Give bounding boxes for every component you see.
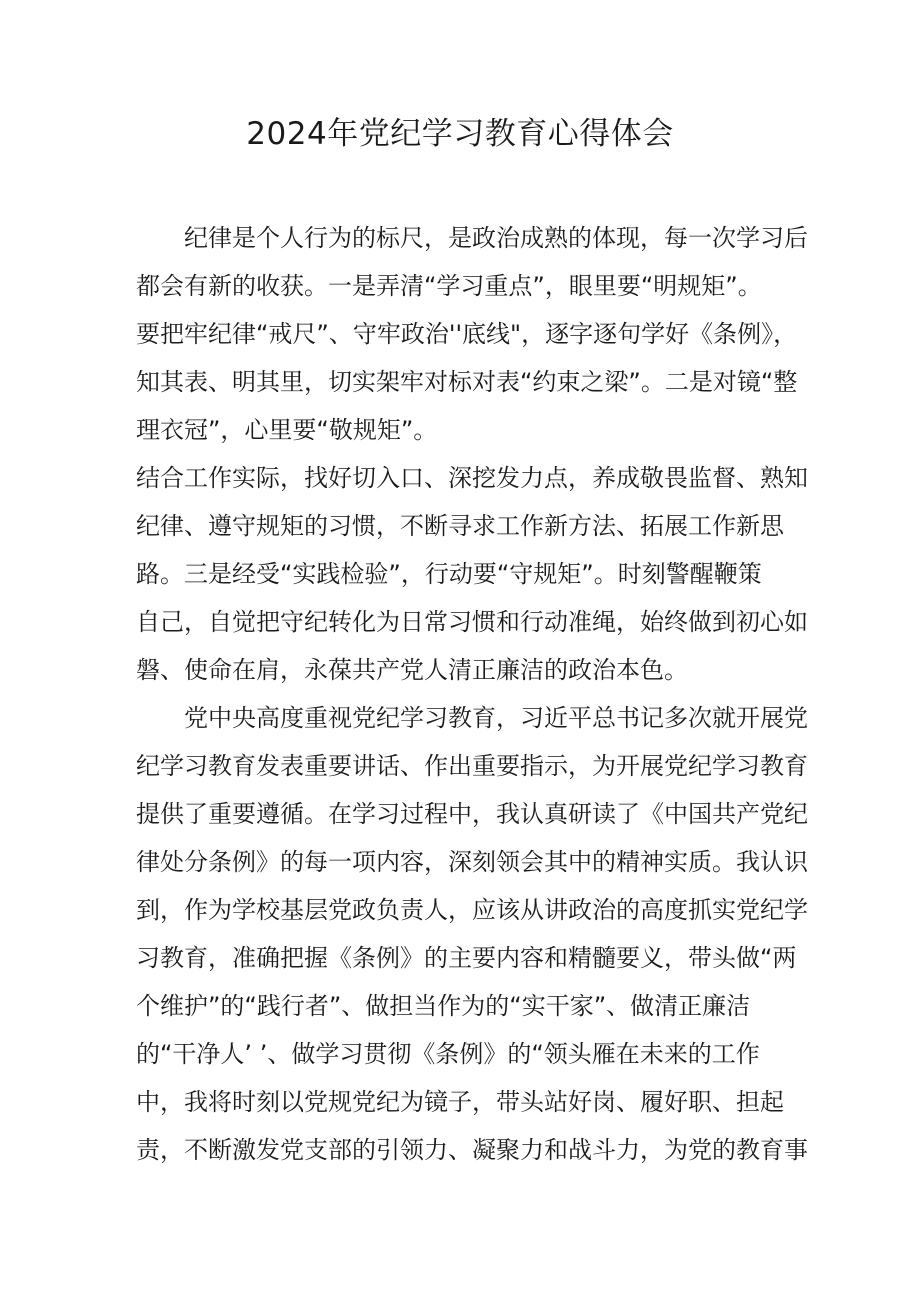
text-line: 党中央高度重视党纪学习教育，习近平总书记多次就开展党 [184, 704, 808, 732]
text-line: 律处分条例》的每一项内容，深刻领会其中的精神实质。我认识 [136, 848, 808, 876]
text-line: 自己，自觉把守纪转化为日常习惯和行动准绳，始终做到初心如 [136, 608, 808, 636]
text-line: 习教育，准确把握《条例》的主要内容和精髓要义，带头做“两 [136, 944, 797, 972]
text-line: 纪学习教育发表重要讲话、作出重要指示，为开展党纪学习教育 [136, 752, 808, 780]
document-title: 2024年党纪学习教育心得体会 [246, 116, 674, 152]
text-line: 中，我将时刻以党规党纪为镜子，带头站好岗、履好职、担起 [136, 1088, 784, 1116]
text-line: 纪律是个人行为的标尺，是政治成熟的体现，每一次学习后 [184, 224, 808, 252]
text-line: 都会有新的收获。一是弄清“学习重点”，眼里要“明规矩”。 [136, 272, 762, 300]
text-line: 的“干净人’ ’、做学习贯彻《条例》的“领头雁在未来的工作 [136, 1040, 760, 1068]
text-line: 个维护”的“践行者”、做担当作为的“实干家”、做清正廉洁 [136, 992, 751, 1020]
document-body [136, 214, 816, 1174]
text-line: 理衣冠”，心里要“敬规矩”。 [136, 416, 438, 444]
text-line: 结合工作实际，找好切入口、深挖发力点，养成敬畏监督、熟知 [136, 464, 808, 492]
text-line: 路。三是经受“实践检验”，行动要“守规矩”。时刻警醒鞭策 [136, 560, 762, 588]
text-line: 磐、使命在肩，永葆共产党人清正廉洁的政治本色。 [136, 656, 688, 684]
text-line: 要把牢纪律“戒尺”、守牢政治''底线"，逐字逐句学好《条例》， [136, 320, 798, 348]
text-line: 纪律、遵守规矩的习惯，不断寻求工作新方法、拓展工作新思 [136, 512, 784, 540]
text-line: 知其表、明其里，切实架牢对标对表“约束之梁”。二是对镜“整 [136, 368, 798, 396]
text-line: 责，不断激发党支部的引领力、凝聚力和战斗力，为党的教育事 [136, 1136, 808, 1164]
text-line: 提供了重要遵循。在学习过程中，我认真研读了《中国共产党纪 [136, 800, 808, 828]
text-line: 到，作为学校基层党政负责人，应该从讲政治的高度抓实党纪学 [136, 896, 808, 924]
